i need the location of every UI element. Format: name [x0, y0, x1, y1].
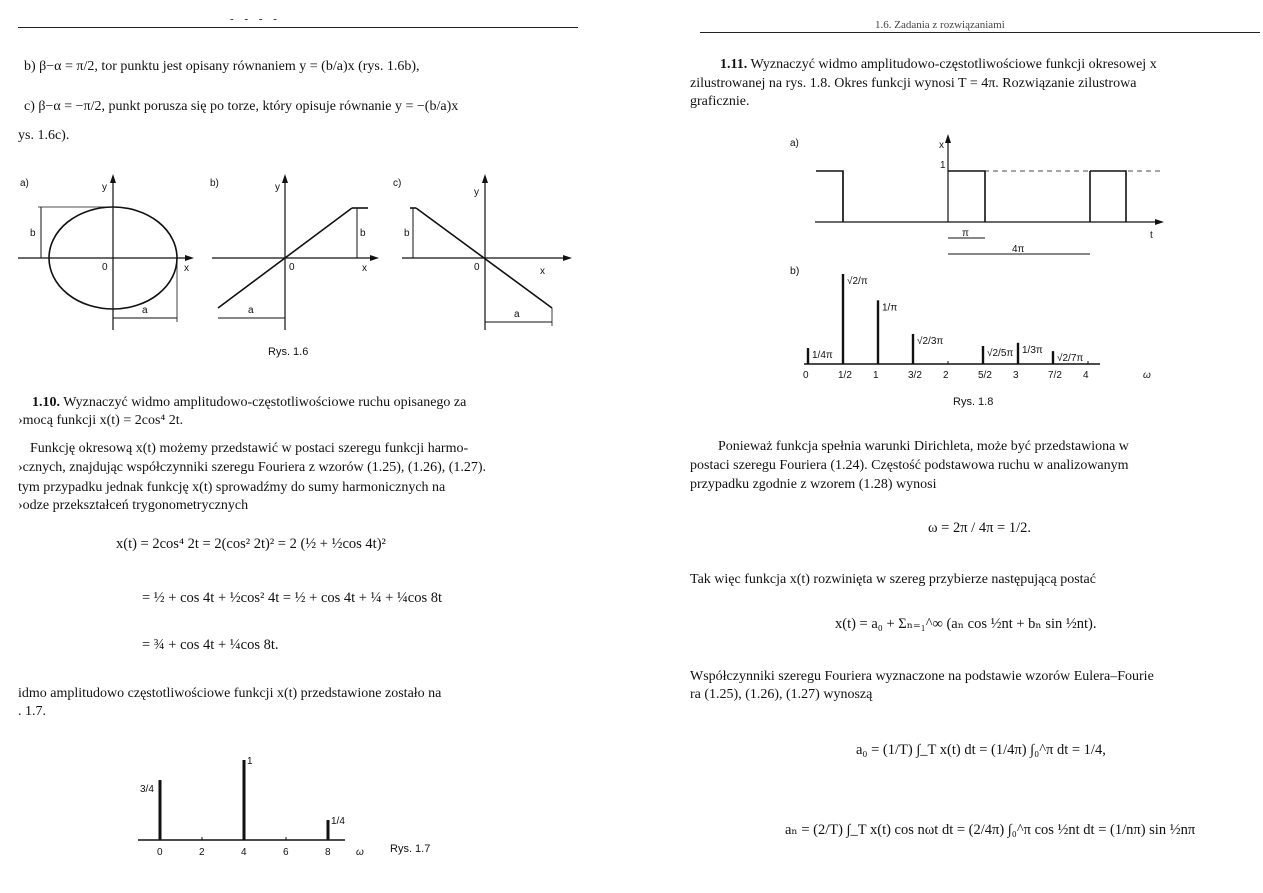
fig16a-a-label: a — [142, 305, 148, 316]
fig16-panel-b-label: b) — [210, 178, 219, 189]
fig16b-b-label: b — [360, 228, 366, 239]
item-c-text: c) β−α = −π/2, punkt porusza się po torze, który opisuje równanie y = −(b/a)x — [24, 99, 459, 114]
fig18a-pulses — [816, 171, 1126, 222]
problem-text-1: Wyznaczyć widmo amplitudowo-częstotliwościowe ruchu opisanego za — [63, 395, 467, 410]
problem-text-3: graficznie. — [690, 94, 750, 109]
problem-number: 1.11. — [720, 57, 748, 72]
fig16c-a-label: a — [514, 309, 520, 320]
fig17-value-label-1: 1 — [247, 756, 253, 767]
fig16a-origin: 0 — [102, 262, 108, 273]
fig18b-value-label-5: √2/5π — [987, 348, 1014, 359]
fig16b-y-arrow — [282, 174, 288, 183]
fig17-tick-label-4: 8 — [325, 847, 331, 858]
equation-an: aₙ = (2/T) ∫_T x(t) cos nωt dt = (2/4π) ∫₀^π cos ½nt dt = (1/nπ) sin ½nπ — [785, 822, 1196, 838]
fig18a-x-arrow — [945, 134, 951, 143]
fig18b-value-label-0: 1/4π — [812, 350, 833, 362]
figure-1-8a — [660, 130, 1263, 255]
header-fragment: - - - - — [230, 13, 281, 25]
fig16b-a-label: a — [248, 305, 254, 316]
fig18a-level-label: 1 — [940, 160, 946, 171]
equation-series: x(t) = a₀ + Σₙ₌₁^∞ (aₙ cos ½nt + bₙ sin ½nt). — [835, 616, 1097, 632]
closing-1: idmo amplitudowo częstotliwościowe funkcji x(t) przedstawione zostało na — [18, 686, 442, 701]
fig18b-value-label-7: √2/7π — [1057, 353, 1084, 365]
fig18b-value-label-3: √2/3π — [917, 335, 944, 347]
fig16c-b-label: b — [404, 228, 410, 239]
fig16c-origin: 0 — [474, 262, 480, 273]
figure-1-8b — [800, 258, 1180, 388]
para-5: Współczynniki szeregu Fouriera wyznaczone na podstawie wzorów Eulera–Fourie — [690, 669, 1154, 684]
para-3: przypadku zgodnie z wzorem (1.28) wynosi — [690, 477, 937, 492]
fig17-value-label-0: 3/4 — [140, 784, 154, 795]
closing-2: . 1.7. — [18, 704, 46, 719]
header-rule — [18, 27, 578, 28]
fig16-panel-c-label: c) — [393, 178, 402, 189]
figure-1-7 — [130, 752, 430, 862]
problem-number: 1.10. — [32, 395, 60, 410]
fig16c-y-arrow — [482, 174, 488, 183]
fig16c-y-label: y — [474, 187, 479, 198]
fig18b-tick-label-7: 7/2 — [1048, 370, 1062, 381]
fig18b-tick-label-6: 3 — [1013, 370, 1019, 381]
fig16a-x-arrow — [185, 255, 194, 261]
fig16b-y-label: y — [275, 182, 280, 193]
fig17-tick-label-3: 6 — [283, 847, 289, 858]
fig18b-value-label-6: 1/3π — [1022, 344, 1043, 356]
fig17-x-label: ω — [356, 847, 364, 858]
equation-omega: ω = 2π / 4π = 1/2. — [928, 520, 1031, 536]
fig17-tick-label-2: 4 — [241, 847, 247, 858]
fig18a-t-label: t — [1150, 230, 1153, 241]
header-rule — [700, 32, 1260, 33]
fig16a-x-label: x — [184, 263, 189, 274]
fig16b-origin: 0 — [289, 262, 295, 273]
fig17-tick-label-0: 0 — [157, 847, 163, 858]
problem-1-11 — [720, 56, 1157, 74]
fig17-value-label-2: 1/4 — [331, 816, 345, 827]
fig16-caption: Rys. 1.6 — [268, 346, 309, 358]
fig18b-caption: Rys. 1.8 — [953, 396, 994, 408]
para-4: ›odze przekształceń trygonometrycznych — [18, 498, 249, 513]
fig18a-pi-label: π — [962, 228, 969, 239]
fig18b-x-label: ω — [1143, 370, 1151, 381]
fig17-tick-label-1: 2 — [199, 847, 205, 858]
equation-1: x(t) = 2cos⁴ 2t = 2(cos² 2t)² = 2 (½ + ½cos 4t)² — [116, 536, 386, 552]
para-1: Funkcję okresową x(t) możemy przedstawić w postaci szeregu funkcji harmo- — [30, 441, 469, 456]
fig17-caption: Rys. 1.7 — [390, 843, 431, 855]
equation-2: = ½ + cos 4t + ½cos² 4t = ½ + cos 4t + ¼ + ¼cos 8t — [142, 590, 443, 606]
problem-text-2: ›mocą funkcji x(t) = 2cos⁴ 2t. — [18, 413, 184, 428]
fig18b-tick-label-4: 2 — [943, 370, 949, 381]
fig18b-value-label-1: √2/π — [847, 275, 868, 287]
fig16c-x-arrow — [563, 255, 572, 261]
fig18b-tick-label-8: 4 — [1083, 370, 1089, 381]
right-page — [660, 0, 1263, 893]
fig18b-tick-label-2: 1 — [873, 370, 879, 381]
para-4: Tak więc funkcja x(t) rozwinięta w szereg przybierze następującą postać — [690, 572, 1096, 587]
para-2: postaci szeregu Fouriera (1.24). Częstość podstawowa ruchu w analizowanym — [690, 458, 1129, 473]
fig18a-x-label: x — [939, 140, 944, 151]
fig18a-period-label: 4π — [1012, 244, 1025, 255]
para-1: Ponieważ funkcja spełnia warunki Dirichleta, może być przedstawiona w — [718, 439, 1129, 454]
fig16b-x-arrow — [370, 255, 379, 261]
fig18b-tick-label-0: 0 — [803, 370, 809, 381]
fig16a-y-arrow — [110, 174, 116, 183]
problem-text-1: Wyznaczyć widmo amplitudowo-częstotliwościowe funkcji okresowej x — [750, 57, 1157, 72]
left-page — [0, 0, 600, 893]
fig18b-value-label-2: 1/π — [882, 302, 898, 314]
fig16a-y-label: y — [102, 182, 107, 193]
fig16b-x-label: x — [362, 263, 367, 274]
fig18a-panel-label: a) — [790, 138, 799, 149]
fig16a-b-label: b — [30, 228, 36, 239]
fig16c-x-label: x — [540, 266, 545, 277]
fig18a-t-arrow — [1155, 219, 1164, 225]
fig18b-tick-label-5: 5/2 — [978, 370, 992, 381]
fig18b-tick-label-1: 1/2 — [838, 370, 852, 381]
item-b-text: b) β−α = π/2, tor punktu jest opisany równaniem y = (b/a)x (rys. 1.6b), — [24, 59, 420, 74]
problem-text-2: zilustrowanej na rys. 1.8. Okres funkcji wynosi T = 4π. Rozwiązanie zilustrowa — [690, 76, 1137, 91]
para-2: ›cznych, znajdując współczynniki szeregu Fouriera z wzorów (1.25), (1.26), (1.27). — [18, 460, 487, 475]
equation-3: = ¾ + cos 4t + ¼cos 8t. — [142, 637, 279, 653]
equation-a0: a₀ = (1/T) ∫_T x(t) dt = (1/4π) ∫₀^π dt = 1/4, — [856, 742, 1106, 758]
problem-1-10 — [32, 394, 466, 412]
para-3: tym przypadku jednak funkcję x(t) sprowadźmy do sumy harmonicznych na — [18, 480, 446, 495]
running-header: 1.6. Zadania z rozwiązaniami — [875, 19, 1005, 31]
fig18b-panel-label: b) — [790, 265, 800, 277]
para-6: ra (1.25), (1.26), (1.27) wynoszą — [690, 687, 873, 702]
fig16-panel-a-label: a) — [20, 178, 29, 189]
figure-1-6 — [0, 170, 600, 340]
item-c-continuation: ys. 1.6c). — [18, 128, 70, 143]
fig18b-tick-label-3: 3/2 — [908, 370, 922, 381]
